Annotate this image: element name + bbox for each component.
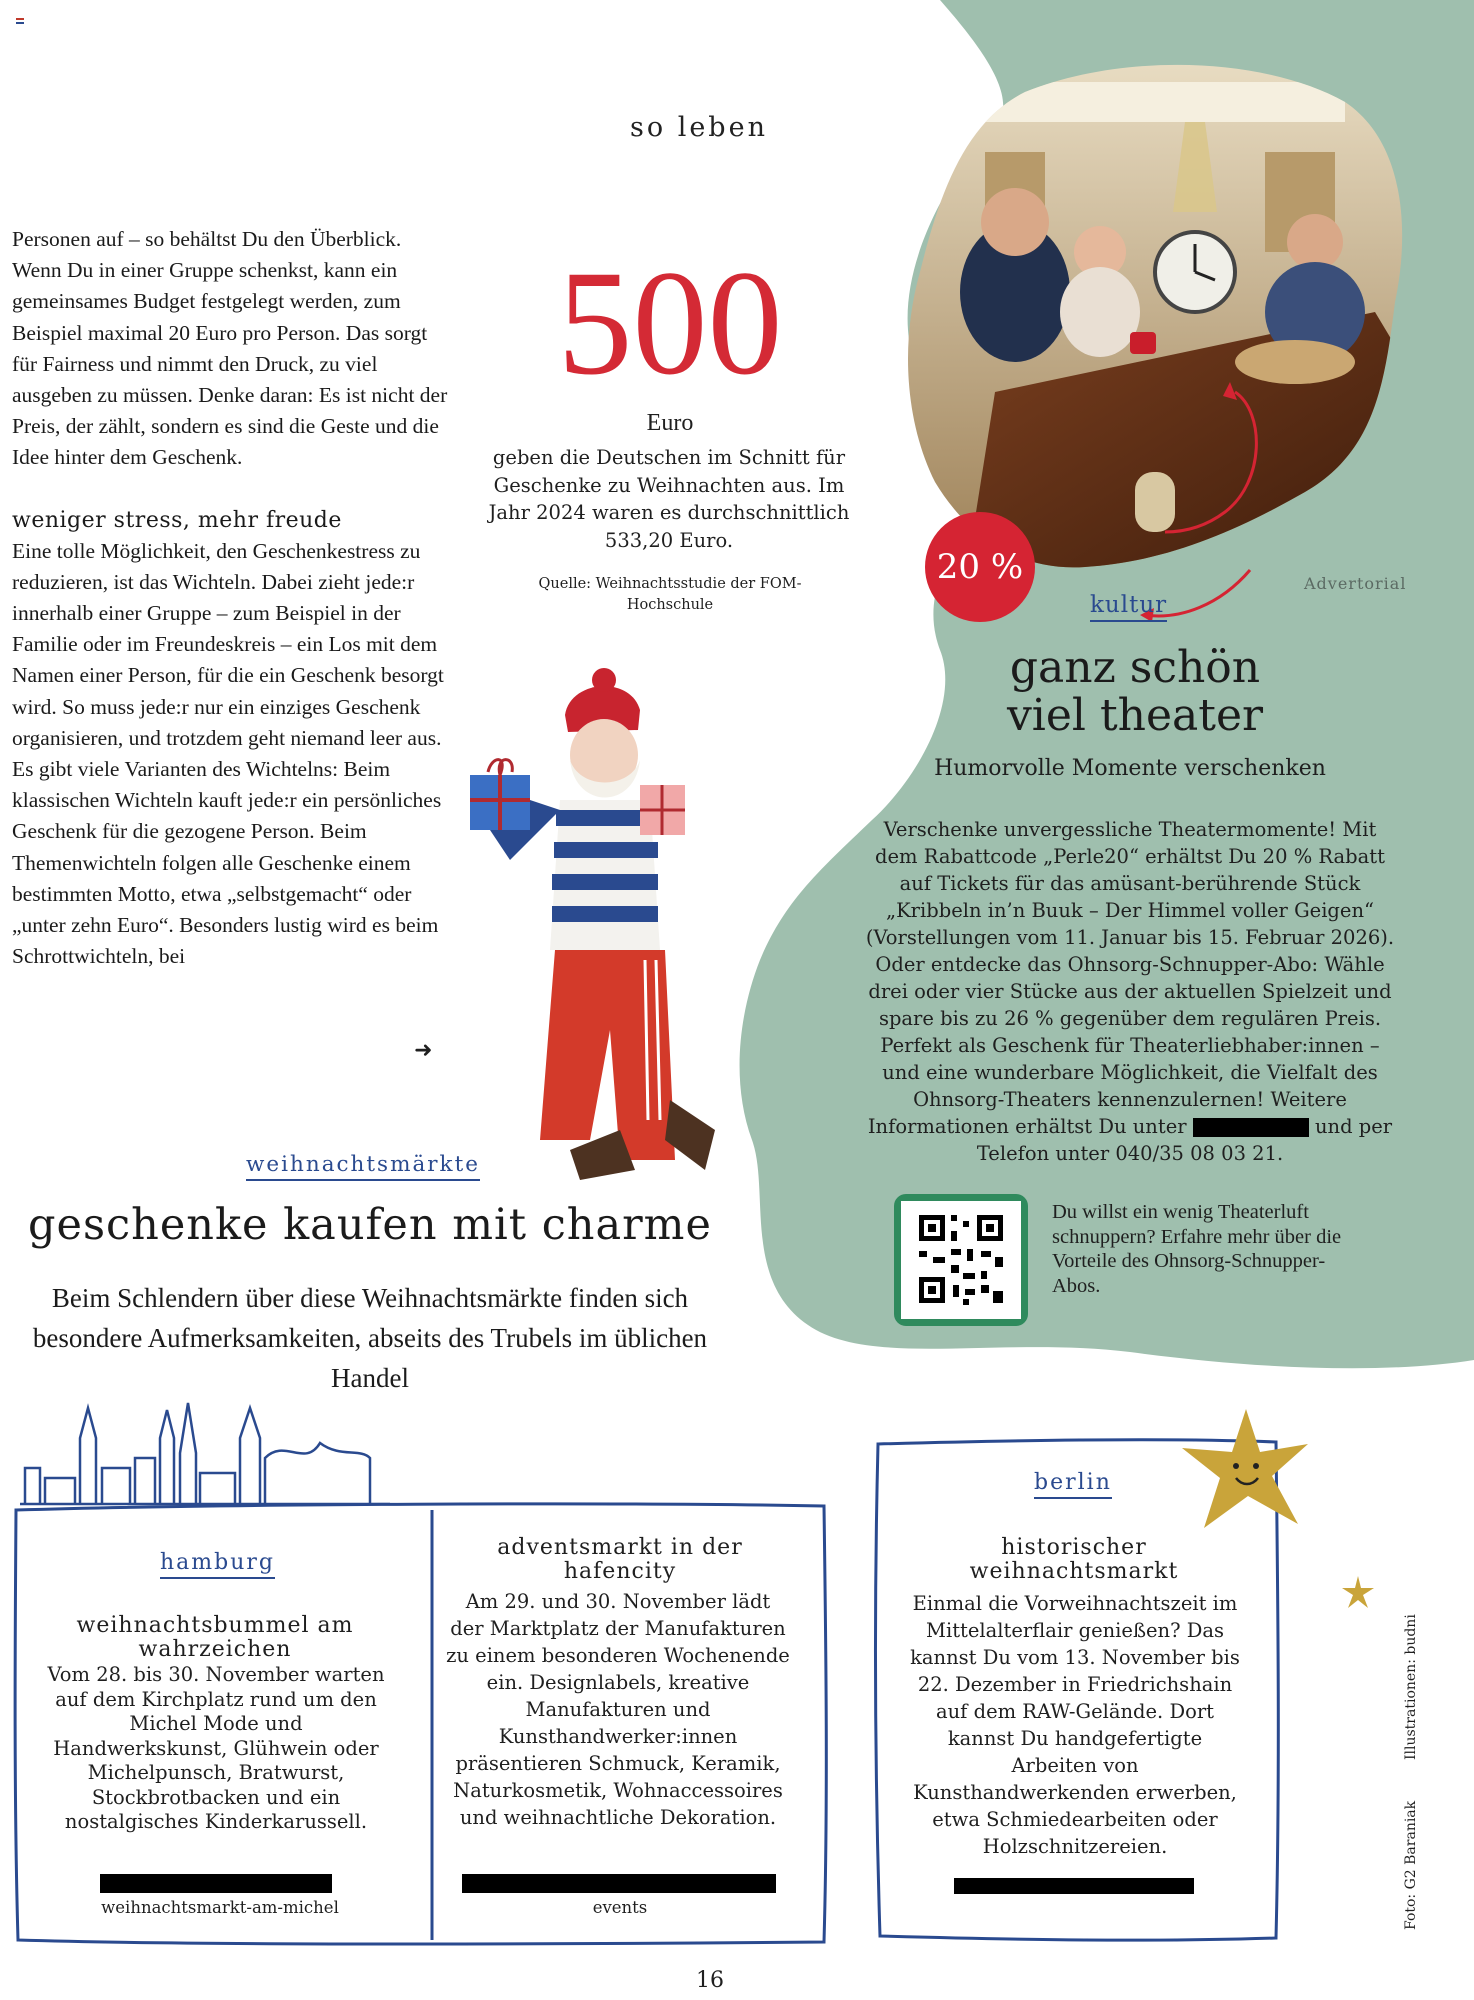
image-credits xyxy=(1403,1600,1443,1940)
stat-number: 500 xyxy=(557,240,783,406)
markets-title: geschenke kaufen mit charme xyxy=(28,1200,712,1250)
markets-intro xyxy=(14,1278,726,1398)
qr-code[interactable] xyxy=(894,1194,1028,1326)
market-title: weihnachtsbummel am wahrzeichen xyxy=(76,1613,354,1662)
theater-title-line: ganz schön xyxy=(1009,642,1261,693)
theater-photo xyxy=(905,62,1405,582)
small-star-icon xyxy=(1340,1574,1376,1610)
city-tag-hamburg: hamburg xyxy=(160,1550,275,1579)
continue-arrow-icon: ➜ xyxy=(414,1038,433,1063)
theater-title-line: viel theater xyxy=(1006,690,1264,741)
discount-badge: 20 % xyxy=(925,512,1035,622)
market-description: Vom 28. bis 30. November warten auf dem Kirchplatz rund um den Michel Mode und Handwerkskunst, Glühwein oder Michelpunsch, Bratwurst, Stockbrotbacken und ein nostalgisches Kinderkarussell. xyxy=(47,1663,385,1833)
redacted-link xyxy=(462,1874,776,1893)
body-paragraph: Eine tolle Möglichkeit, den Geschenkestress zu reduzieren, ist das Wichteln. Dabei zieht jede:r innerhalb einer Gruppe – zum Beispiel in der Familie oder im Freundeskreis – ein Los mit dem Namen einer Person, für die ein Geschenk besorgt wird. So muss jede:r nur ein einziges Geschenk organisieren, und trotzdem geht niemand leer aus. Es gibt viele Varianten des Wichtelns: Beim klassischen Wichteln kauft jede:r ein persönliches Geschenk für die gezogene Person. Beim Themenwichteln folgen alle Geschenke einem bestimmten Motto, etwa „selbstgemacht“ oder „unter zehn Euro“. Besonders lustig wird es beim Schrottwichteln, bei xyxy=(12,538,444,969)
illustration-credit: Illustrationen: budni xyxy=(1403,1614,1419,1760)
theater-body-text: und per Telefon unter 040/35 08 03 21. xyxy=(976,1115,1393,1165)
market-title: historischer weihnachtsmarkt xyxy=(969,1535,1179,1584)
hamburg-skyline-illustration xyxy=(20,1398,390,1508)
subheading: weniger stress, mehr freude xyxy=(12,507,342,533)
theater-body-text: Verschenke unvergessliche Theatermomente! Mit dem Rabattcode „Perle20“ erhältst Du 20 % Rabatt auf Tickets für das amüsant-berührende Stück „Kribbeln in’n Buuk – Der Himmel voller Geigen“ (Vorstellungen vom 11. Januar bis 15. Februar 2026). Oder entdecke das Ohnsorg-Schnupper-Abo: Wähle drei oder vier Stücke aus der aktuellen Spielzeit und spare bis zu 26 % gegenüber dem regulären Preis. Perfekt als Geschenk für Theaterliebhaber:innen – und eine wunderbare Möglichkeit, die Vielfalt des Ohnsorg-Theaters kennenzulernen! Weitere Informationen erhältst Du unter xyxy=(865,818,1395,1138)
left-text-column xyxy=(12,224,452,972)
market-description: Am 29. und 30. November lädt der Marktplatz der Manufakturen zu einem besonderen Wochenende ein. Designlabels, kreative Manufakturen und Kunsthandwerker:innen präsentieren Schmuck, Keramik, Naturkosmetik, Wohnaccessoires und weihnachtliche Dekoration. xyxy=(446,1590,790,1829)
redacted-link xyxy=(100,1874,332,1893)
star-icon xyxy=(1176,1404,1316,1534)
redacted-link xyxy=(954,1878,1194,1894)
redacted-url xyxy=(1193,1118,1309,1137)
advertorial-label: Advertorial xyxy=(1304,574,1407,593)
section-tag-weihnachtsmaerkte: weihnachtsmärkte xyxy=(246,1152,480,1181)
section-tag-kultur: kultur xyxy=(1090,592,1167,622)
qr-code-icon xyxy=(901,1201,1021,1319)
theater-title xyxy=(960,644,1310,740)
market-description: Einmal die Vorweihnachtszeit im Mittelalterflair genießen? Das kannst Du vom 13. November bis 22. Dezember in Friedrichshain auf dem RAW-Gelände. Dort kannst Du handgefertigte Arbeiten von Kunsthandwerkenden erwerben, etwa Schmiedearbeiten oder Holzschnitzereien. xyxy=(910,1592,1240,1858)
markets-intro-text: Beim Schlendern über diese Weihnachtsmärkte finden sich besondere Aufmerksamkeiten, abseits des Trubels im üblichen Handel xyxy=(32,1283,708,1393)
body-paragraph: Personen auf – so behältst Du den Überblick. Wenn Du in einer Gruppe schenkst, kann ein gemeinsames Budget festgelegt werden, zum Beispiel maximal 20 Euro pro Person. Das sorgt für Fairness und nimmt den Druck, zu viel ausgeben zu müssen. Denke daran: Es ist nicht der Preis, der zählt, sondern es sind die Geste und die Idee hinter dem Geschenk. xyxy=(12,227,448,470)
theater-body xyxy=(860,816,1400,1167)
stat-source: Quelle: Weihnachtsstudie der FOM-Hochschule xyxy=(538,576,802,613)
market-title: adventsmarkt in der hafencity xyxy=(497,1535,743,1584)
stat-description: geben die Deutschen im Schnitt für Geschenke zu Weihnachten aus. Im Jahr 2024 waren es durchschnittlich 533,20 Euro. xyxy=(488,446,850,552)
theater-subtitle: Humorvolle Momente verschenken xyxy=(934,756,1326,781)
market-link[interactable]: events xyxy=(592,1898,648,1917)
section-label: so leben xyxy=(630,112,768,143)
page-number: 16 xyxy=(696,1968,724,1993)
city-tag-berlin: berlin xyxy=(1034,1470,1112,1499)
market-link[interactable]: weihnachtsmarkt-am-michel xyxy=(101,1898,339,1917)
stat-unit: Euro xyxy=(646,410,694,436)
sailor-santa-illustration xyxy=(470,660,770,1180)
qr-caption: Du willst ein wenig Theaterluft schnuppern? Erfahre mehr über die Vorteile des Ohnsorg-Schnupper-Abos. xyxy=(1052,1201,1342,1297)
photo-credit: Foto: G2 Baraniak xyxy=(1403,1800,1419,1930)
